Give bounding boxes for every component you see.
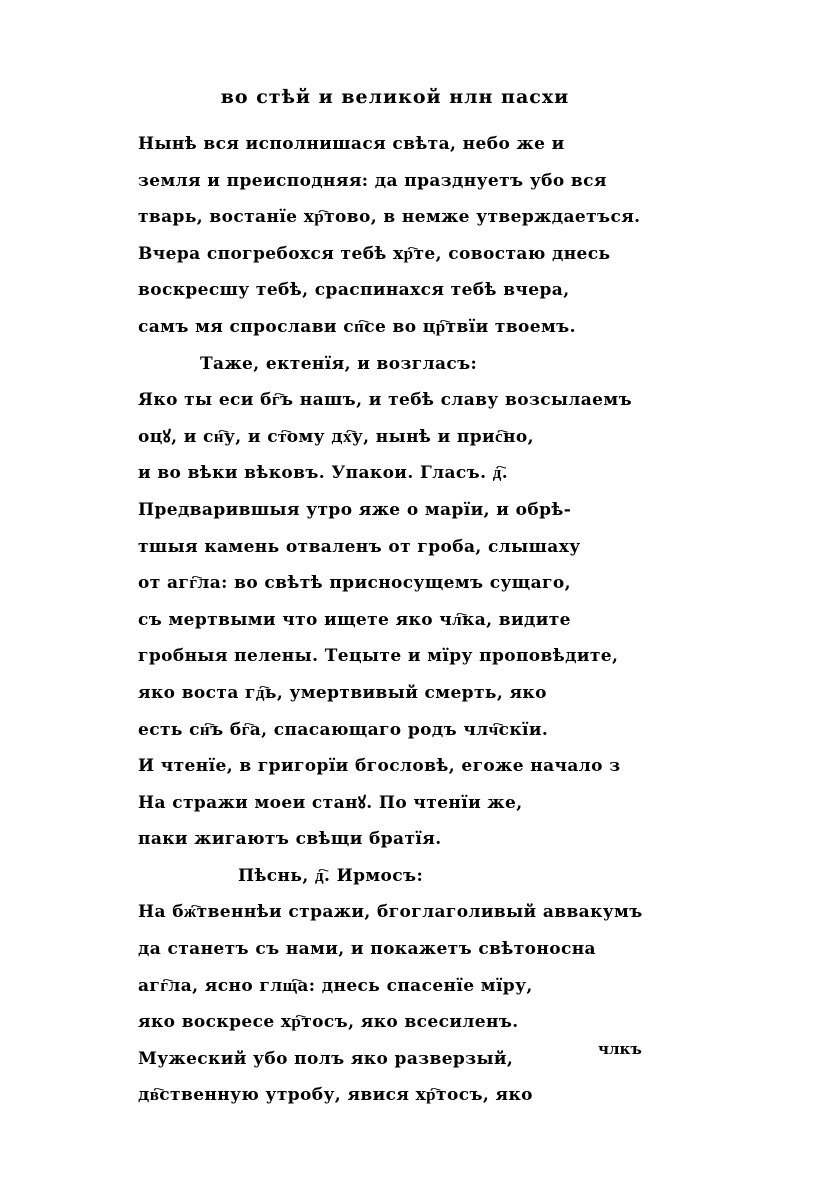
text-line: съ мертвыми что ищете яко чл҇ка, видите (138, 609, 571, 630)
text-line: да станетъ съ нами, и покажетъ свѣтоносна (138, 939, 596, 960)
text-line: агг҇ла, ясно глщ҇а: днесь спасенїе мїру, (138, 975, 533, 996)
catchword: члкъ (598, 1040, 642, 1058)
text-line: и во вѣки вѣковъ. Упакои. Гласъ. д҇. (138, 463, 509, 484)
text-line: паки жигаютъ свѣщи братїя. (138, 829, 442, 850)
text-line: Нынѣ вся исполнишася свѣта, небо же и (138, 134, 565, 154)
page-text-block (138, 126, 660, 1114)
running-header: во стѣй и великой нлн пасхи (220, 86, 570, 108)
text-line: Вчера спогребохся тебѣ хр҇те, совостаю днесь (138, 243, 611, 264)
text-line: Предварившыя утро яже о марїи, и обрѣ- (138, 499, 572, 520)
text-line: тварь, востанїе хр҇тово, в немже утверждаетъся. (138, 207, 641, 228)
text-line: тшыя камень отваленъ от гроба, слышаху (138, 536, 581, 557)
text-line: Мужеский убо полъ яко разверзый, (138, 1048, 514, 1069)
text-line: есть сн҇ъ бг҇а, спасающаго родъ члч҇скїи. (138, 719, 549, 740)
text-line: Таже, ектенїя, и возгласъ: (200, 353, 478, 374)
text-line: Яко ты еси бг҇ъ нашъ, и тебѣ славу возсылаемъ (138, 390, 633, 411)
text-line: На стражи моеи станꙋ. По чтенїи же, (138, 792, 523, 813)
text-line: самъ мя спрослави сп҇се во цр҇твїи твоемъ. (138, 316, 576, 337)
text-line: яко воскресе хр҇тосъ, яко всесиленъ. (138, 1012, 519, 1033)
text-line: воскресшу тебѣ, сраспинахся тебѣ вчера, (138, 280, 570, 301)
text-line: земля и преисподняя: да празднуетъ убо вся (138, 170, 607, 191)
text-line: Пѣснь, д҇. Ирмосъ: (238, 865, 424, 886)
text-line: от агг҇ла: во свѣтѣ присносущемъ сущаго, (138, 573, 571, 594)
text-line: яко воста гд҇ь, умертвивый смерть, яко (138, 682, 547, 703)
text-line: И чтенїе, в григорїи бгословѣ, егоже начало з (138, 756, 621, 777)
text-line: дв҇ственную утробу, явися хр҇тосъ, яко (138, 1085, 533, 1106)
text-line: гробныя пелены. Тецыте и мїру проповѣдите, (138, 646, 619, 667)
text-line: оцꙋ, и сн҇у, и ст҇ому дх҇у, нынѣ и прис҇но, (138, 426, 534, 447)
text-line: На бж҇твеннѣи стражи, бгоглаголивый аввакумъ (138, 902, 643, 923)
